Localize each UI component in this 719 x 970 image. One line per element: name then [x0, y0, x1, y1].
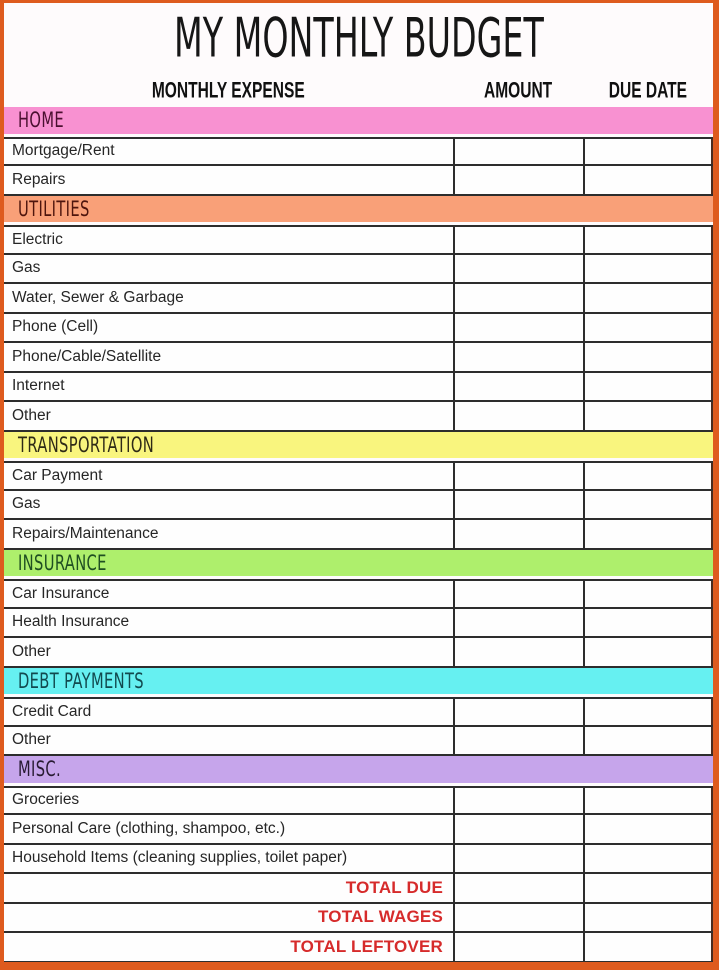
section-label: INSURANCE — [18, 550, 107, 575]
section-header-debt-payments — [4, 668, 713, 695]
table-row-other — [4, 402, 713, 432]
due-date-cell[interactable] — [583, 638, 713, 666]
total-label-cell — [4, 933, 453, 961]
due-date-cell[interactable] — [583, 788, 713, 814]
column-header-amount: AMOUNT — [483, 78, 553, 103]
expense-label-cell: Gas — [12, 259, 41, 277]
due-date-cell[interactable] — [583, 284, 713, 312]
due-date-cell[interactable] — [583, 845, 713, 873]
total-label-cell — [4, 874, 453, 902]
column-header-expense: MONTHLY EXPENSE — [152, 78, 305, 103]
amount-cell[interactable] — [453, 727, 583, 755]
table-row-household-items-cleaning-supplies-toilet-paper — [4, 845, 713, 875]
amount-cell[interactable] — [453, 166, 583, 194]
amount-cell[interactable] — [453, 638, 583, 666]
due-date-cell[interactable] — [583, 463, 713, 489]
total-row-total-due — [4, 874, 713, 904]
due-date-cell[interactable] — [583, 904, 713, 932]
expense-label-cell: Car Payment — [12, 466, 103, 484]
expense-label-cell: Household Items (cleaning supplies, toilet paper) — [12, 849, 348, 867]
expense-label-cell: Credit Card — [12, 702, 92, 720]
table-row-gas — [4, 491, 713, 521]
table-row-health-insurance — [4, 609, 713, 639]
due-date-cell[interactable] — [583, 491, 713, 519]
amount-cell[interactable] — [453, 699, 583, 725]
expense-label-cell: Mortgage/Rent — [12, 142, 115, 160]
table-row-water-sewer-garbage — [4, 284, 713, 314]
expense-label-cell: Phone (Cell) — [12, 318, 99, 336]
amount-cell[interactable] — [453, 845, 583, 873]
amount-cell[interactable] — [453, 815, 583, 843]
section-header-transportation — [4, 432, 713, 459]
amount-cell[interactable] — [453, 373, 583, 401]
due-date-cell[interactable] — [583, 227, 713, 253]
table-row-other — [4, 727, 713, 757]
due-date-cell[interactable] — [583, 373, 713, 401]
total-row-total-wages — [4, 904, 713, 934]
due-date-cell[interactable] — [583, 255, 713, 283]
column-header-amount-cell — [453, 75, 583, 107]
due-date-cell[interactable] — [583, 727, 713, 755]
table-row-internet — [4, 373, 713, 403]
expense-label-cell: Groceries — [12, 791, 80, 809]
expense-label-cell: Other — [12, 642, 51, 660]
title-row — [4, 3, 713, 75]
table-row-credit-card — [4, 697, 713, 727]
amount-cell[interactable] — [453, 463, 583, 489]
section-label: HOME — [18, 108, 65, 133]
table-row-phone-cable-satellite — [4, 343, 713, 373]
due-date-cell[interactable] — [583, 581, 713, 607]
table-row-gas — [4, 255, 713, 285]
expense-label-cell: Other — [12, 731, 51, 749]
amount-cell[interactable] — [453, 491, 583, 519]
section-label: TRANSPORTATION — [18, 432, 155, 457]
expense-label-cell: Water, Sewer & Garbage — [12, 288, 184, 306]
table-row-electric — [4, 225, 713, 255]
expense-label-cell: Internet — [12, 377, 65, 395]
total-label-total-due: TOTAL DUE — [345, 877, 443, 897]
section-label: DEBT PAYMENTS — [18, 668, 144, 693]
total-label-total-leftover: TOTAL LEFTOVER — [290, 936, 443, 956]
section-header-insurance — [4, 550, 713, 577]
expense-label-cell: Electric — [12, 230, 63, 248]
expense-label-cell: Personal Care (clothing, shampoo, etc.) — [12, 819, 286, 837]
section-label: MISC. — [18, 757, 62, 782]
amount-cell[interactable] — [453, 255, 583, 283]
column-header-row — [4, 75, 713, 107]
expense-label-cell: Repairs/Maintenance — [12, 524, 159, 542]
budget-table — [4, 107, 713, 963]
amount-cell[interactable] — [453, 581, 583, 607]
table-row-groceries — [4, 786, 713, 816]
amount-cell[interactable] — [453, 520, 583, 548]
table-row-car-payment — [4, 461, 713, 491]
due-date-cell[interactable] — [583, 699, 713, 725]
total-row-total-leftover — [4, 933, 713, 963]
amount-cell[interactable] — [453, 314, 583, 342]
due-date-cell[interactable] — [583, 933, 713, 961]
expense-label-cell: Repairs — [12, 170, 66, 188]
due-date-cell[interactable] — [583, 139, 713, 165]
due-date-cell[interactable] — [583, 402, 713, 430]
due-date-cell[interactable] — [583, 815, 713, 843]
section-header-misc — [4, 756, 713, 783]
due-date-cell[interactable] — [583, 520, 713, 548]
expense-label-cell: Gas — [12, 495, 41, 513]
due-date-cell[interactable] — [583, 166, 713, 194]
amount-cell[interactable] — [453, 609, 583, 637]
expense-label-cell: Car Insurance — [12, 584, 110, 602]
due-date-cell[interactable] — [583, 314, 713, 342]
column-header-expense-cell — [4, 75, 453, 107]
expense-label-cell: Phone/Cable/Satellite — [12, 347, 162, 365]
section-header-utilities — [4, 196, 713, 223]
table-row-mortgage-rent — [4, 137, 713, 167]
table-row-car-insurance — [4, 579, 713, 609]
table-row-phone-cell — [4, 314, 713, 344]
amount-cell[interactable] — [453, 788, 583, 814]
amount-cell[interactable] — [453, 227, 583, 253]
table-row-personal-care-clothing-shampoo-etc — [4, 815, 713, 845]
due-date-cell[interactable] — [583, 874, 713, 902]
column-header-due-cell — [583, 75, 713, 107]
expense-label-cell: Health Insurance — [12, 613, 130, 631]
amount-cell[interactable] — [453, 139, 583, 165]
amount-cell[interactable] — [453, 933, 583, 961]
amount-cell[interactable] — [453, 284, 583, 312]
total-label-cell — [4, 904, 453, 932]
table-row-repairs-maintenance — [4, 520, 713, 550]
total-label-total-wages: TOTAL WAGES — [318, 907, 443, 927]
table-row-other — [4, 638, 713, 668]
amount-cell[interactable] — [453, 874, 583, 902]
column-header-due-date: DUE DATE — [608, 78, 688, 103]
section-label: UTILITIES — [18, 196, 90, 221]
expense-label-cell: Other — [12, 406, 51, 424]
page-title: MY MONTHLY BUDGET — [173, 7, 544, 71]
table-row-repairs — [4, 166, 713, 196]
amount-cell[interactable] — [453, 904, 583, 932]
amount-cell[interactable] — [453, 343, 583, 371]
amount-cell[interactable] — [453, 402, 583, 430]
due-date-cell[interactable] — [583, 343, 713, 371]
due-date-cell[interactable] — [583, 609, 713, 637]
section-header-home — [4, 107, 713, 134]
